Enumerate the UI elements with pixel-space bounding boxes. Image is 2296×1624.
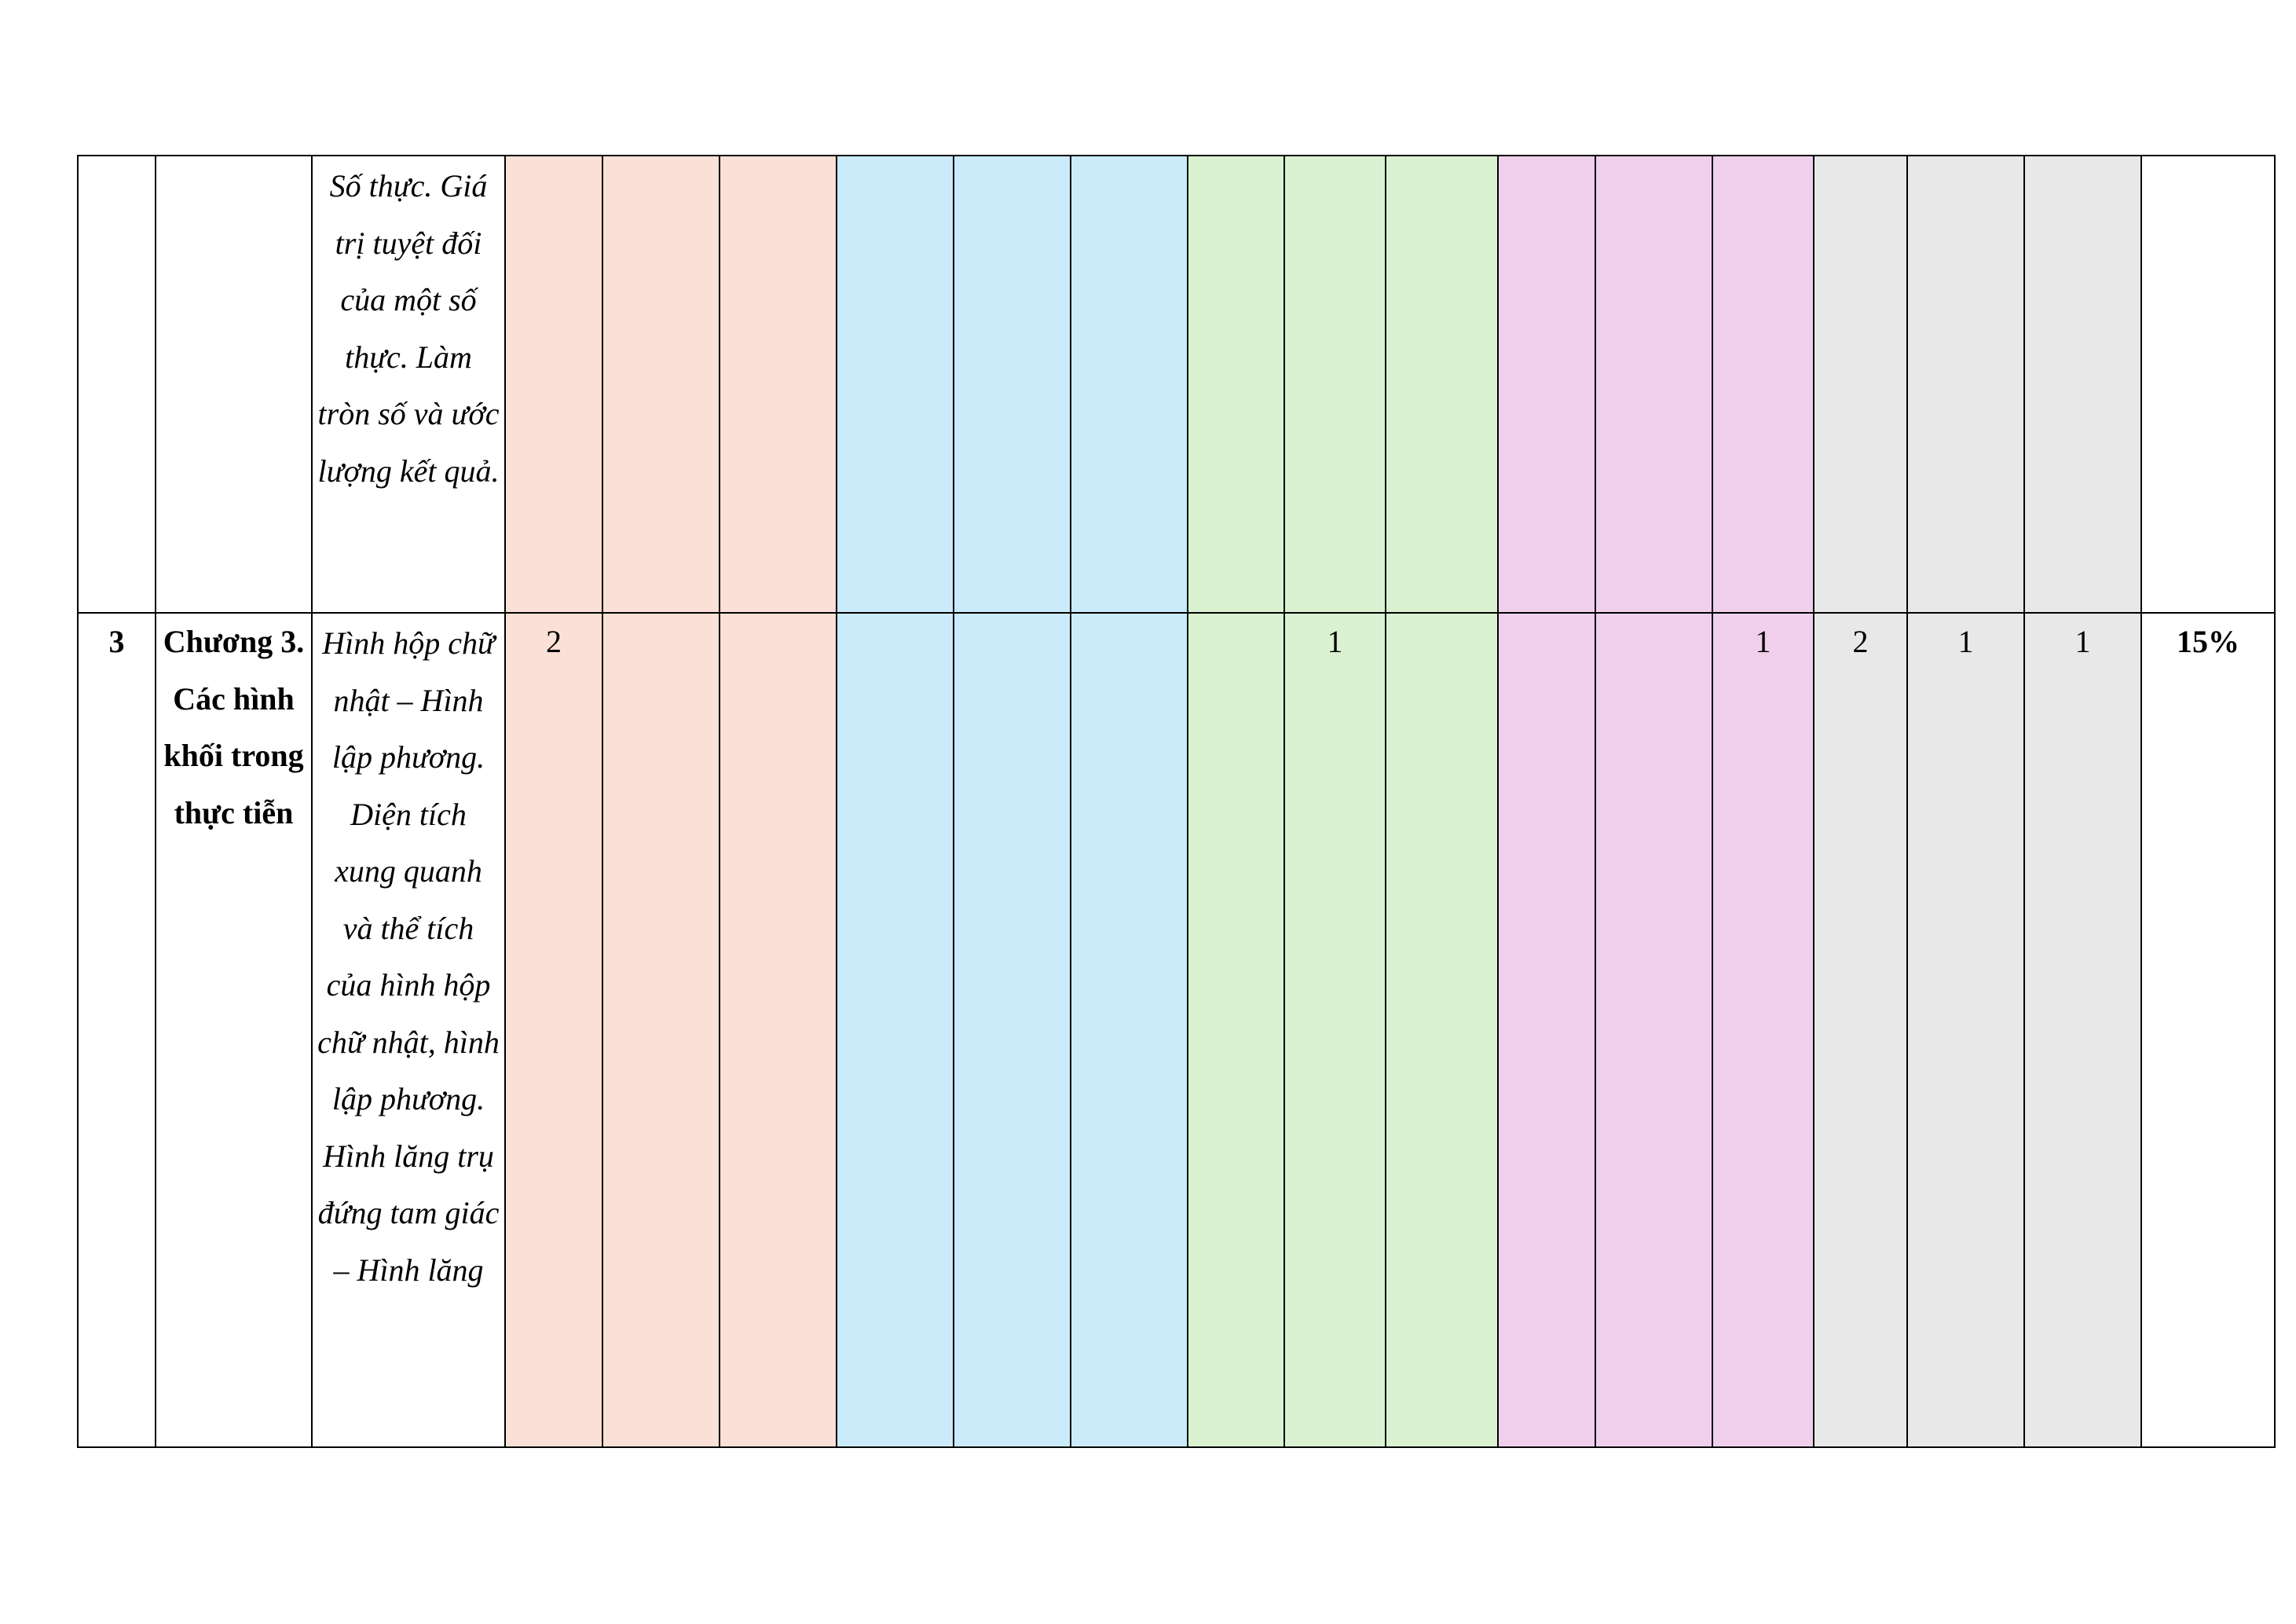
content-cell: Hình hộp chữ nhật – Hình lập phương. Diện tích xung quanh và thể tích của hình hộp chữ nhật, hình lập phương. Hình lăng trụ đứng tam giác – Hình lăng bbox=[312, 613, 505, 1447]
level4-count-cell: 1 bbox=[1712, 613, 1814, 1447]
level2-count-cell bbox=[954, 156, 1071, 613]
total-count-cell bbox=[1814, 156, 1907, 613]
level1-count-cell bbox=[602, 613, 720, 1447]
level4-count-cell bbox=[1498, 613, 1595, 1447]
level3-count-cell bbox=[1386, 613, 1498, 1447]
level2-count-cell bbox=[954, 613, 1071, 1447]
table-row bbox=[78, 613, 2275, 1447]
content-cell: Số thực. Giá trị tuyệt đối của một số thực. Làm tròn số và ước lượng kết quả. bbox=[312, 156, 505, 613]
level2-count-cell bbox=[1071, 156, 1188, 613]
assessment-matrix-table bbox=[77, 155, 2276, 1448]
chapter-cell bbox=[156, 156, 312, 613]
level4-count-cell bbox=[1712, 156, 1814, 613]
level1-count-cell: 2 bbox=[505, 613, 602, 1447]
level4-count-cell bbox=[1498, 156, 1595, 613]
percent-cell: 15% bbox=[2141, 613, 2275, 1447]
row-number-cell: 3 bbox=[78, 613, 156, 1447]
level3-count-cell: 1 bbox=[1284, 613, 1386, 1447]
level3-count-cell bbox=[1284, 156, 1386, 613]
level1-count-cell bbox=[720, 613, 837, 1447]
level3-count-cell bbox=[1188, 156, 1284, 613]
level2-count-cell bbox=[837, 613, 954, 1447]
level4-count-cell bbox=[1595, 613, 1712, 1447]
chapter-cell: Chương 3. Các hình khối trong thực tiễn bbox=[156, 613, 312, 1447]
level3-count-cell bbox=[1386, 156, 1498, 613]
total-count-cell: 2 bbox=[1814, 613, 1907, 1447]
level1-count-cell bbox=[602, 156, 720, 613]
row-number-cell bbox=[78, 156, 156, 613]
level1-count-cell bbox=[505, 156, 602, 613]
total-count-cell bbox=[1907, 156, 2024, 613]
percent-cell bbox=[2141, 156, 2275, 613]
level2-count-cell bbox=[837, 156, 954, 613]
total-count-cell: 1 bbox=[2024, 613, 2141, 1447]
level1-count-cell bbox=[720, 156, 837, 613]
table-row bbox=[78, 156, 2275, 613]
level3-count-cell bbox=[1188, 613, 1284, 1447]
total-count-cell bbox=[2024, 156, 2141, 613]
level2-count-cell bbox=[1071, 613, 1188, 1447]
total-count-cell: 1 bbox=[1907, 613, 2024, 1447]
level4-count-cell bbox=[1595, 156, 1712, 613]
